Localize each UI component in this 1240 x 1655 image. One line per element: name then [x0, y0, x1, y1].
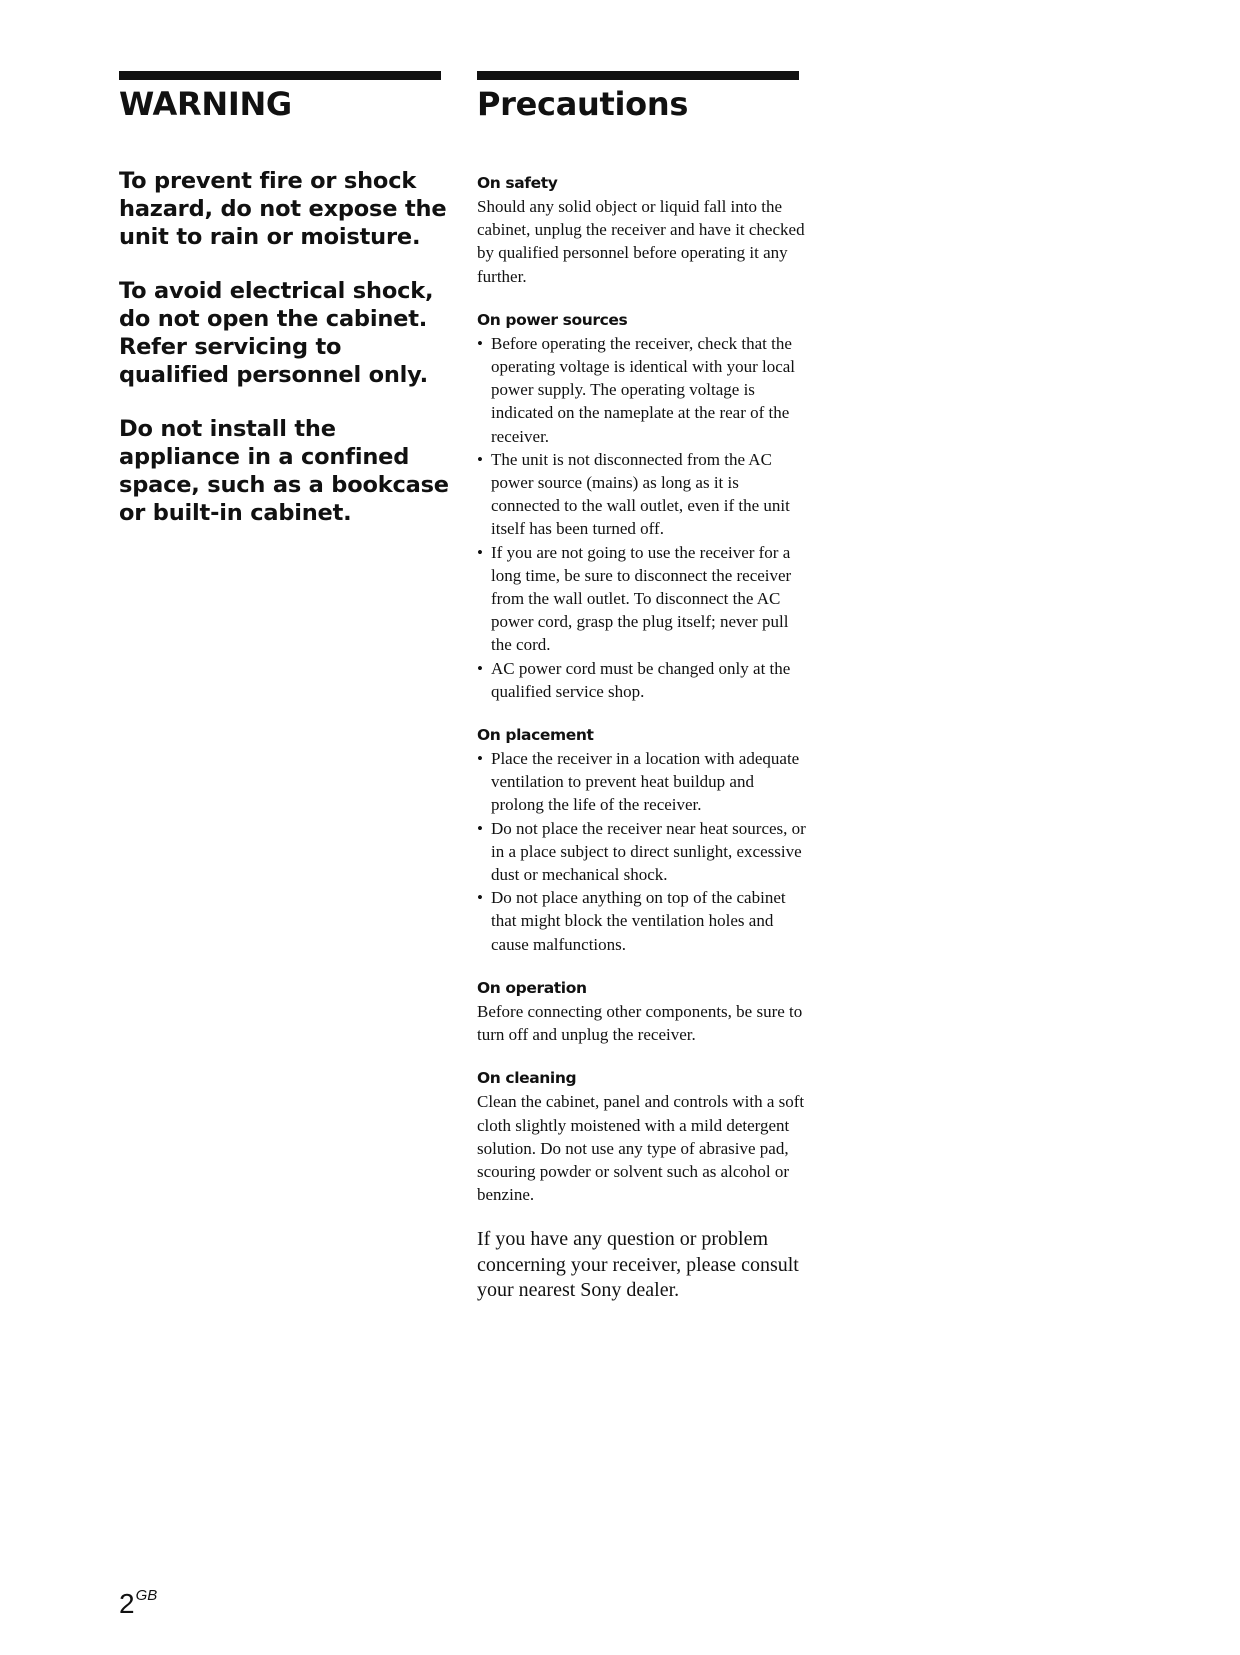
bullet-icon: • — [477, 658, 483, 678]
list-item — [477, 817, 807, 887]
section-text-operation: Before connecting other components, be sure to turn off and unplug the receiver. — [477, 1001, 803, 1045]
precautions-heading: Precautions — [477, 85, 689, 123]
page-number-suffix: GB — [135, 1587, 158, 1604]
section-title-placement: On placement — [477, 726, 594, 745]
list-item-text: Before operating the receiver, check that the operating voltage is identical with your local power supply. The operating voltage is indicated on the nameplate at the rear of the receiver. — [491, 333, 796, 446]
bullet-icon: • — [477, 449, 483, 469]
section-title-safety: On safety — [477, 174, 558, 192]
list-item-text: Place the receiver in a location with adequate ventilation to prevent heat buildup and prolong the life of the receiver. — [491, 749, 800, 815]
section-text-safety: Should any solid object or liquid fall into the cabinet, unplug the receiver and have it checked by qualified personnel before operating it any further. — [477, 197, 805, 286]
bullet-icon: • — [477, 818, 483, 838]
list-item — [477, 747, 807, 817]
bullet-icon: • — [477, 749, 483, 769]
section-safety — [477, 172, 807, 288]
list-item-text: Do not place the receiver near heat sources, or in a place subject to direct sunlight, excessive dust or mechanical shock. — [491, 818, 806, 885]
warning-heading-rule — [119, 71, 441, 80]
section-power-sources — [477, 309, 807, 703]
page-number-value: 2 — [119, 1588, 135, 1619]
list-item — [477, 886, 807, 956]
list-item — [477, 541, 807, 657]
list-item — [477, 657, 807, 703]
section-cleaning — [477, 1067, 807, 1206]
warning-paragraph-shock: To avoid electrical shock, do not open the cabinet. Refer servicing to qualified personnel only. — [119, 278, 434, 388]
section-title-power-sources: On power sources — [477, 310, 628, 329]
page-number — [119, 1580, 157, 1620]
section-title-cleaning: On cleaning — [477, 1069, 577, 1088]
warning-paragraph-install: Do not install the appliance in a confined space, such as a bookcase or built-in cabinet. — [119, 416, 449, 526]
list-item-text: Do not place anything on top of the cabinet that might block the ventilation holes and cause malfunctions. — [491, 888, 786, 954]
list-item-text: If you are not going to use the receiver for a long time, be sure to disconnect the receiver from the wall outlet. To disconnect the AC power cord, grasp the plug itself; never pull the cord. — [491, 542, 792, 655]
bullet-icon: • — [477, 333, 483, 353]
warning-paragraph-fire: To prevent fire or shock hazard, do not expose the unit to rain or moisture. — [119, 168, 447, 250]
list-item-text: AC power cord must be changed only at the qualified service shop. — [491, 658, 791, 701]
placement-list — [477, 747, 807, 956]
section-placement — [477, 724, 807, 956]
closing-note: If you have any question or problem concerning your receiver, please consult your nearest Sony dealer. — [477, 1228, 799, 1302]
section-text-cleaning: Clean the cabinet, panel and controls with a soft cloth slightly moistened with a mild detergent solution. Do not use any type of abrasive pad, scouring powder or solvent such as alcohol or benzine. — [477, 1092, 805, 1205]
warning-column — [119, 167, 449, 553]
list-item-text: The unit is not disconnected from the AC power source (mains) as long as it is connected to the wall outlet, even if the unit itself has been turned off. — [491, 449, 790, 539]
bullet-icon: • — [477, 888, 483, 908]
precautions-column — [477, 172, 807, 1304]
section-title-operation: On operation — [477, 978, 587, 997]
bullet-icon: • — [477, 542, 483, 562]
list-item — [477, 448, 807, 541]
warning-heading: WARNING — [119, 85, 292, 123]
list-item — [477, 332, 807, 448]
precautions-heading-rule — [477, 71, 799, 80]
power-sources-list — [477, 332, 807, 703]
section-operation — [477, 977, 807, 1046]
